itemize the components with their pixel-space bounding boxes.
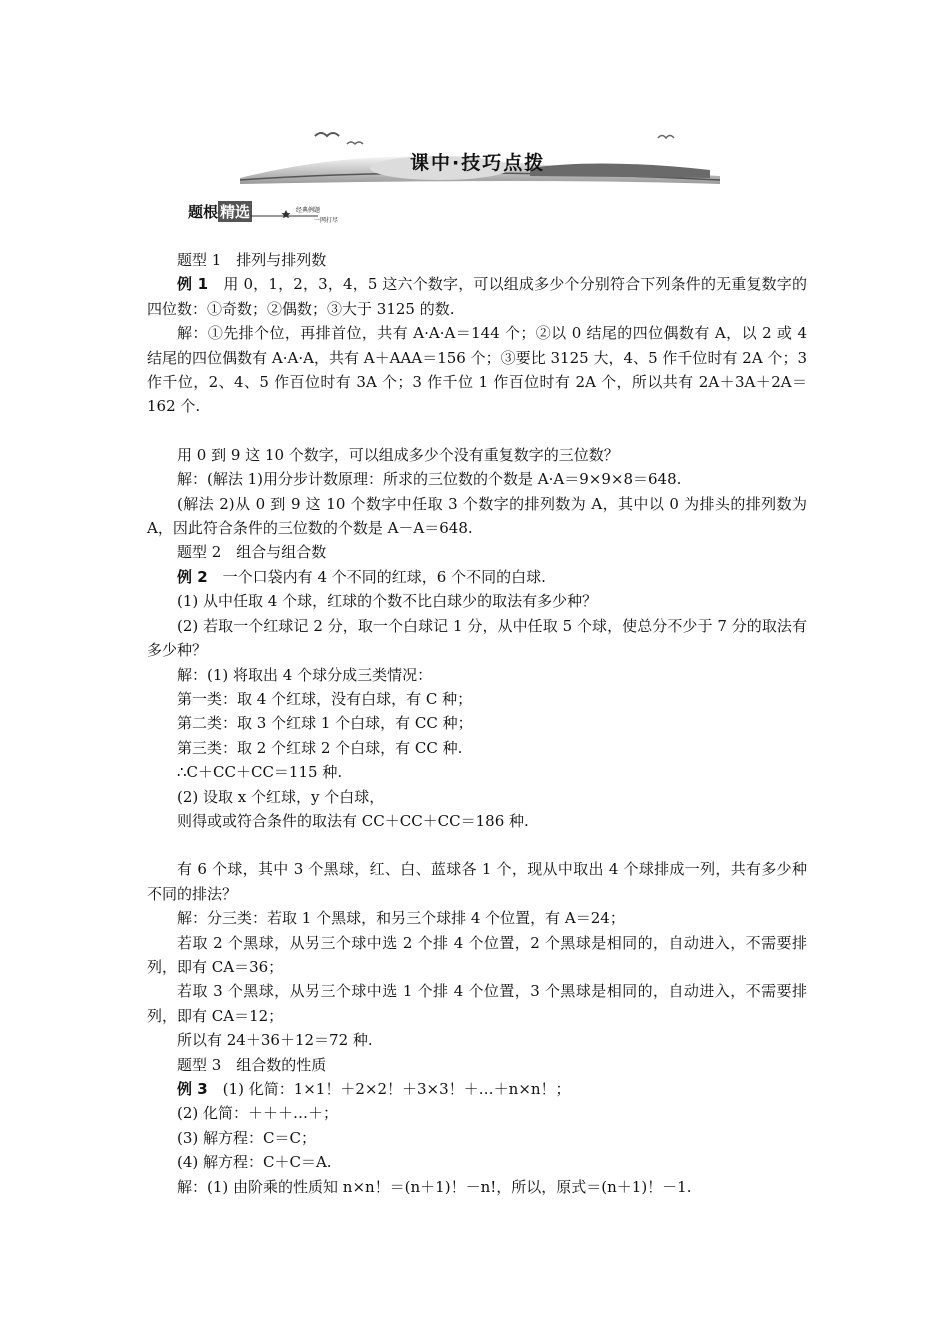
example-2-s1: 第一类：取 4 个红球，没有白球，有 C 种； [177,689,473,708]
solution-2b: (解法 2)从 0 到 9 这 10 个数字中任取 3 个数字的排列数为 A，其中以 0 为排头的排列数为 A，因此符合条件的三位数的个数是 A－A＝648. [147,494,807,538]
example-3-s1: 解：(1) 由阶乘的性质知 n×n！＝(n＋1)！－n!，所以，原式＝(n＋1)！－1. [177,1177,692,1196]
solution-3b: 若取 2 个黑球，从另三个球中选 2 个排 4 个位置，2 个黑球是相同的，自动进入，不需要排列，即有 CA＝36； [147,933,807,976]
example-3-q3: (3) 解方程：C＝C； [177,1128,316,1147]
banner-title: 课中·技巧点拨 [410,152,546,174]
example-1: 例 1 用 0，1，2，3，4，5 这六个数字，可以组成多少个分别符合下列条件的无重复数字的四位数：①奇数；②偶数；③大于 3125 的数. [147,275,807,318]
example-label: 例 1 [177,275,209,294]
question-2: 用 0 到 9 这 10 个数字，可以组成多少个没有重复数字的三位数？ [177,445,619,464]
question-3: 有 6 个球，其中 3 个黑球，红、白、蓝球各 1 个，现从中取出 4 个球排成一列，共有多少种不同的排法？ [147,860,807,903]
spacer [147,419,807,443]
section-tag-lead: 题根 [188,203,219,221]
tag-underline [250,208,320,218]
solution-1: 解：①先排个位，再排首位，共有 A·A·A＝144 个；②以 0 结尾的四位偶数有 A，以 2 或 4 结尾的四位偶数有 A·A·A，共有 A＋AAA＝156 个；③要比 3125 大，4、5 作千位时有 2A 个；3 作千位，2、4、5 作百位时有 3A 个；3 作千位 1 作百位时有 2A 个，所以共有 2A＋3A＋2A＝162 个. [147,324,807,416]
example-label: 例 3 [177,1080,208,1098]
example-2-s3: 第三类：取 2 个红球 2 个白球，有 CC 种. [177,738,463,757]
section-heading-2: 题型 2 组合与组合数 [177,543,327,562]
solution-3a: 解：分三类：若取 1 个黑球，和另三个球排 4 个位置，有 A＝24； [177,909,625,928]
section-heading-1: 题型 1 排列与排列数 [177,251,327,269]
section-heading-3: 题型 3 组合数的性质 [177,1055,327,1074]
example-3: 例 3 (1) 化简：1×1！＋2×2！＋3×3！＋…＋n×n！； [177,1080,571,1098]
example-2-s5: (2) 设取 x 个红球，y 个白球， [177,787,385,806]
example-label: 例 2 [177,567,208,586]
example-2-s6: 则得或或符合条件的取法有 CC＋CC＋CC＝186 种. [177,811,529,830]
section-tag-box: 精选 [220,203,251,221]
example-2-q2: (2) 若取一个红球记 2 分，取一个白球记 1 分，从中任取 5 个球，使总分不少于 7 分的取法有多少种？ [147,616,807,660]
example-3-q4: (4) 解方程：C＋C＝A. [177,1153,332,1172]
section-tag-sub1: 经典例题 [296,207,321,214]
section-tag [188,201,252,222]
example-2-q1: (1) 从中任取 4 个球，红球的个数不比白球少的取法有多少种？ [177,592,598,611]
solution-2a: 解：(解法 1)用分步计数原理：所求的三位数的个数是 A·A＝9×9×8＝648. [177,470,682,489]
example-2: 例 2 一个口袋内有 4 个不同的红球，6 个不同的白球. [177,567,546,586]
solution-3c: 若取 3 个黑球，从另三个球中选 1 个排 4 个位置，3 个黑球是相同的，自动进入，不需要排列，即有 CA＝12； [147,982,807,1025]
section-tag-sub2: 一网打尽 [314,217,339,224]
spacer [147,833,807,857]
solution-3d: 所以有 24＋36＋12＝72 种. [177,1031,373,1050]
document-body [147,248,807,1199]
example-2-s2: 第二类：取 3 个红球 1 个白球，有 CC 种； [177,714,473,733]
example-2-s4: ∴C＋CC＋CC＝115 种. [177,763,343,782]
example-2-s0: 解：(1) 将取出 4 个球分成三类情况： [177,665,433,684]
example-3-q2: (2) 化简：＋＋＋…＋； [177,1104,339,1123]
